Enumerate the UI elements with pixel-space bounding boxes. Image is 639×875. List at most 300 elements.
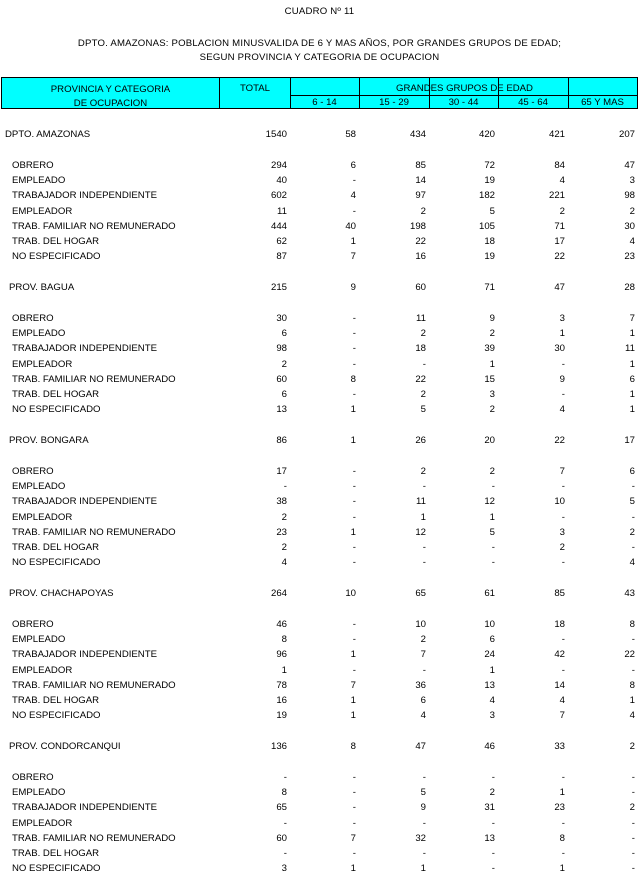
row-label: DPTO. AMAZONAS	[5, 129, 91, 140]
row-label: EMPLEADO	[12, 327, 66, 339]
cell-total: 16	[276, 695, 287, 707]
row-label: EMPLEADO	[12, 480, 66, 492]
cell-age-65-mas: 8	[629, 618, 635, 630]
cell-total: -	[283, 771, 287, 783]
cell-age-65-mas: 11	[625, 343, 635, 355]
cell-age-45-64: 30	[554, 343, 565, 355]
cell-age-30-44: -	[491, 557, 495, 569]
cell-total: -	[283, 480, 287, 492]
cell-age-65-mas: -	[631, 664, 635, 676]
cell-age-6-14: 4	[350, 190, 356, 202]
cell-age-6-14: 7	[350, 832, 356, 844]
cell-age-65-mas: 23	[624, 251, 635, 263]
row-label: TRABAJADOR INDEPENDIENTE	[12, 649, 157, 661]
cell-total: 98	[276, 343, 287, 355]
cell-age-65-mas: -	[631, 542, 635, 554]
cell-age-45-64: 71	[554, 220, 565, 232]
cell-total: 2	[281, 542, 287, 554]
cell-age-45-64: 22	[554, 251, 565, 263]
cell-age-45-64: -	[561, 480, 565, 492]
cell-age-6-14: -	[352, 205, 356, 217]
cell-age-30-44: 72	[484, 159, 495, 171]
cell-age-45-64: 3	[559, 312, 565, 324]
row-label: EMPLEADOR	[12, 358, 73, 370]
cell-age-45-64: 17	[554, 236, 565, 248]
cell-age-30-44: 3	[489, 710, 495, 722]
cell-age-15-29: 47	[415, 741, 426, 752]
cell-age-30-44: 19	[484, 251, 495, 263]
cell-age-6-14: 1	[350, 236, 356, 248]
cell-age-45-64: -	[561, 817, 565, 829]
cell-age-45-64: -	[561, 664, 565, 676]
cell-age-6-14: -	[352, 557, 356, 569]
cell-age-15-29: 2	[420, 633, 426, 645]
cell-age-15-29: 18	[415, 343, 426, 355]
cell-age-6-14: -	[352, 848, 356, 860]
province-row	[0, 587, 639, 600]
row-label: TRABAJADOR INDEPENDIENTE	[12, 190, 157, 202]
cell-age-30-44: 24	[484, 649, 495, 661]
row-label: EMPLEADOR	[12, 511, 73, 523]
cell-age-65-mas: 5	[629, 496, 635, 508]
cell-age-65-mas: 6	[629, 373, 635, 385]
cell-age-65-mas: 1	[629, 404, 635, 416]
cell-age-6-14: -	[352, 465, 356, 477]
cell-age-6-14: 1	[350, 710, 356, 722]
cell-age-30-44: 46	[484, 741, 495, 752]
row-label: PROV. BAGUA	[9, 282, 75, 293]
cell-total: 444	[270, 220, 287, 232]
cell-age-30-44: 1	[489, 664, 495, 676]
cell-age-6-14: -	[352, 327, 356, 339]
table-row	[0, 847, 639, 860]
row-label: TRAB. DEL HOGAR	[12, 848, 100, 860]
cell-age-15-29: 5	[420, 404, 426, 416]
table-row	[0, 633, 639, 646]
cell-age-6-14: -	[352, 496, 356, 508]
cell-age-15-29: 22	[415, 373, 426, 385]
cell-total: 65	[276, 802, 287, 814]
table-row	[0, 832, 639, 845]
cell-age-15-29: -	[422, 771, 426, 783]
cuadro-number: CUADRO Nº 11	[284, 6, 355, 17]
cell-age-30-44: 18	[484, 236, 495, 248]
department-row	[0, 128, 639, 141]
cell-age-65-mas: -	[631, 786, 635, 798]
province-row	[0, 740, 639, 753]
cell-age-6-14: -	[352, 771, 356, 783]
cell-age-45-64: 1	[559, 327, 565, 339]
cell-age-6-14: -	[352, 802, 356, 814]
table-row	[0, 342, 639, 355]
cell-total: 96	[276, 649, 287, 661]
cell-age-65-mas: 1	[629, 358, 635, 370]
cell-age-6-14: -	[352, 174, 356, 186]
table-row	[0, 618, 639, 631]
cell-total: 2	[281, 511, 287, 523]
cell-age-6-14: 1	[350, 695, 356, 707]
cell-age-15-29: 12	[415, 526, 426, 538]
cell-total: 602	[270, 190, 287, 202]
row-label: TRABAJADOR INDEPENDIENTE	[12, 802, 157, 814]
cell-age-6-14: 1	[350, 404, 356, 416]
province-row	[0, 281, 639, 294]
cell-age-65-mas: 207	[618, 129, 635, 140]
cell-age-45-64: 22	[554, 435, 565, 446]
row-label: TRAB. FAMILIAR NO REMUNERADO	[12, 832, 176, 844]
cell-age-6-14: 7	[350, 251, 356, 263]
cell-total: 60	[276, 832, 287, 844]
cell-age-65-mas: 4	[629, 236, 635, 248]
cell-total: 23	[276, 526, 287, 538]
cell-age-15-29: 11	[416, 312, 426, 324]
cell-age-45-64: 8	[559, 832, 565, 844]
cell-age-15-29: -	[422, 480, 426, 492]
cell-age-15-29: 16	[415, 251, 426, 263]
cell-age-65-mas: 4	[629, 710, 635, 722]
table-row	[0, 495, 639, 508]
cell-age-30-44: 2	[489, 465, 495, 477]
cell-age-6-14: -	[352, 312, 356, 324]
cell-total: 6	[281, 327, 287, 339]
cell-age-30-44: 2	[489, 327, 495, 339]
cell-total: 86	[276, 435, 287, 446]
cell-age-6-14: 10	[345, 588, 356, 599]
column-header-age-2: 30 - 44	[448, 97, 479, 108]
cell-age-6-14: 7	[350, 679, 356, 691]
cell-age-15-29: 1	[420, 511, 426, 523]
cell-age-6-14: 1	[350, 863, 356, 875]
row-label: TRAB. DEL HOGAR	[12, 389, 100, 401]
cell-age-45-64: 4	[559, 695, 565, 707]
cell-age-15-29: -	[422, 358, 426, 370]
cell-age-15-29: 14	[415, 174, 426, 186]
row-label: NO ESPECIFICADO	[12, 557, 101, 569]
cell-total: 1	[281, 664, 287, 676]
row-label: EMPLEADO	[12, 786, 66, 798]
cell-age-65-mas: 4	[629, 557, 635, 569]
cell-age-45-64: 7	[559, 710, 565, 722]
cell-age-15-29: 65	[415, 588, 426, 599]
cell-age-65-mas: -	[631, 863, 635, 875]
cell-age-65-mas: 3	[629, 174, 635, 186]
cell-age-15-29: 9	[420, 802, 426, 814]
cell-age-30-44: 420	[478, 129, 495, 140]
cell-age-65-mas: -	[631, 771, 635, 783]
row-label: OBRERO	[12, 771, 54, 783]
cell-age-45-64: 3	[559, 526, 565, 538]
cell-total: 6	[281, 389, 287, 401]
row-label: PROV. CHACHAPOYAS	[9, 588, 114, 599]
cell-age-15-29: 2	[420, 205, 426, 217]
table-row	[0, 235, 639, 248]
cell-age-6-14: 1	[350, 649, 356, 661]
cell-age-45-64: 2	[559, 542, 565, 554]
cell-age-65-mas: 2	[629, 802, 635, 814]
cell-age-15-29: 60	[415, 282, 426, 293]
row-label: EMPLEADO	[12, 633, 66, 645]
cell-age-45-64: -	[561, 358, 565, 370]
cell-total: 2	[281, 358, 287, 370]
cell-age-30-44: -	[491, 480, 495, 492]
row-label: TRAB. FAMILIAR NO REMUNERADO	[12, 679, 176, 691]
table-row	[0, 480, 639, 493]
cell-total: 17	[276, 465, 287, 477]
cell-age-15-29: 32	[415, 832, 426, 844]
row-label: TRAB. DEL HOGAR	[12, 695, 100, 707]
row-label: NO ESPECIFICADO	[12, 710, 101, 722]
cell-total: 294	[270, 159, 287, 171]
cell-total: 3	[281, 863, 287, 875]
cell-total: 78	[276, 679, 287, 691]
cell-age-6-14: -	[352, 480, 356, 492]
cell-age-6-14: -	[352, 511, 356, 523]
cell-age-65-mas: 17	[624, 435, 635, 446]
cell-age-65-mas: -	[631, 832, 635, 844]
cell-age-30-44: 61	[484, 588, 495, 599]
cell-age-6-14: 1	[350, 526, 356, 538]
cell-age-30-44: 39	[484, 343, 495, 355]
cell-age-15-29: -	[422, 542, 426, 554]
row-label: EMPLEADO	[12, 174, 66, 186]
cell-age-15-29: -	[422, 848, 426, 860]
cell-age-30-44: 182	[478, 190, 495, 202]
cell-age-45-64: 9	[559, 373, 565, 385]
cell-age-15-29: 198	[409, 220, 426, 232]
cell-age-45-64: 18	[554, 618, 565, 630]
cell-age-6-14: -	[352, 542, 356, 554]
cell-age-15-29: 4	[420, 710, 426, 722]
table-row	[0, 771, 639, 784]
table-row	[0, 174, 639, 187]
table-row	[0, 511, 639, 524]
table-row	[0, 556, 639, 569]
cell-age-6-14: 8	[350, 741, 356, 752]
cell-age-65-mas: 98	[624, 190, 635, 202]
cell-age-6-14: 58	[345, 129, 356, 140]
table-row	[0, 664, 639, 677]
cell-age-15-29: 2	[420, 389, 426, 401]
cell-age-6-14: -	[352, 343, 356, 355]
cell-age-30-44: 6	[489, 633, 495, 645]
cell-age-45-64: 33	[554, 741, 565, 752]
cell-age-30-44: 31	[484, 802, 495, 814]
cell-total: 136	[270, 741, 287, 752]
cell-age-30-44: 2	[489, 786, 495, 798]
row-label: EMPLEADOR	[12, 205, 73, 217]
cell-total: 19	[276, 710, 287, 722]
table-header	[1, 77, 638, 109]
cell-total: 11	[277, 205, 287, 217]
cell-age-45-64: 23	[554, 802, 565, 814]
cell-age-15-29: -	[422, 817, 426, 829]
cell-age-45-64: 7	[559, 465, 565, 477]
cell-age-45-64: 4	[559, 174, 565, 186]
cell-age-15-29: -	[422, 664, 426, 676]
cell-age-15-29: 5	[420, 786, 426, 798]
cell-age-30-44: 12	[484, 496, 495, 508]
cell-total: 1540	[265, 129, 287, 140]
cell-age-6-14: -	[352, 633, 356, 645]
cell-age-30-44: 13	[484, 679, 495, 691]
cell-age-6-14: 1	[350, 435, 356, 446]
table-row	[0, 679, 639, 692]
row-label: OBRERO	[12, 312, 54, 324]
table-row	[0, 786, 639, 799]
cell-age-6-14: -	[352, 618, 356, 630]
table-row	[0, 220, 639, 233]
table-row	[0, 327, 639, 340]
table-row	[0, 250, 639, 263]
table-row	[0, 862, 639, 875]
table-row	[0, 817, 639, 830]
cell-age-45-64: 2	[559, 205, 565, 217]
cell-total: 8	[281, 786, 287, 798]
cell-age-45-64: 1	[559, 786, 565, 798]
cell-age-45-64: 47	[554, 282, 565, 293]
cell-age-45-64: 85	[554, 588, 565, 599]
cell-age-15-29: 10	[415, 618, 426, 630]
table-row	[0, 694, 639, 707]
table-row	[0, 312, 639, 325]
column-header-provincia	[2, 83, 219, 111]
cell-age-6-14: -	[352, 817, 356, 829]
cell-age-30-44: -	[491, 542, 495, 554]
cell-age-45-64: 42	[554, 649, 565, 661]
row-label: EMPLEADOR	[12, 664, 73, 676]
cell-age-15-29: 2	[420, 327, 426, 339]
table-row	[0, 159, 639, 172]
cell-age-45-64: -	[561, 511, 565, 523]
row-label: TRAB. DEL HOGAR	[12, 542, 100, 554]
cell-total: 30	[276, 312, 287, 324]
cell-age-30-44: 1	[489, 511, 495, 523]
table-row	[0, 709, 639, 722]
cell-age-30-44: 9	[489, 312, 495, 324]
cell-age-6-14: 40	[345, 220, 356, 232]
table-title: DPTO. AMAZONAS: POBLACION MINUSVALIDA DE 6 Y MAS AÑOS, POR GRANDES GRUPOS DE EDAD;	[77, 38, 562, 49]
cell-age-65-mas: 2	[629, 741, 635, 752]
row-label: TRAB. FAMILIAR NO REMUNERADO	[12, 526, 176, 538]
cell-total: 62	[276, 236, 287, 248]
cell-age-6-14: -	[352, 786, 356, 798]
cell-age-65-mas: 47	[624, 159, 635, 171]
cell-age-65-mas: 2	[629, 526, 635, 538]
cell-age-6-14: 6	[350, 159, 356, 171]
column-header-age-groups: GRANDES GRUPOS DE EDAD	[395, 83, 533, 94]
cell-age-30-44: 71	[484, 282, 495, 293]
cell-total: 215	[270, 282, 287, 293]
cell-total: 8	[281, 633, 287, 645]
row-label: OBRERO	[12, 159, 54, 171]
row-label: OBRERO	[12, 465, 54, 477]
column-header-total: TOTAL	[239, 83, 271, 94]
cell-age-65-mas: 1	[629, 327, 635, 339]
cell-age-45-64: -	[561, 848, 565, 860]
cell-age-30-44: 15	[484, 373, 495, 385]
cell-age-6-14: 9	[350, 282, 356, 293]
cell-age-65-mas: 8	[629, 679, 635, 691]
cell-age-30-44: 13	[484, 832, 495, 844]
cell-age-45-64: 4	[559, 404, 565, 416]
cell-total: 4	[281, 557, 287, 569]
column-header-provincia-line1: PROVINCIA Y CATEGORIA	[50, 84, 171, 95]
table-row	[0, 541, 639, 554]
cell-age-45-64: -	[561, 633, 565, 645]
cell-age-45-64: 10	[554, 496, 565, 508]
row-label: NO ESPECIFICADO	[12, 863, 101, 875]
row-label: TRABAJADOR INDEPENDIENTE	[12, 496, 157, 508]
cell-age-65-mas: 28	[624, 282, 635, 293]
row-label: NO ESPECIFICADO	[12, 251, 101, 263]
table-subtitle: SEGUN PROVINCIA Y CATEGORIA DE OCUPACION	[199, 52, 440, 63]
row-label: TRAB. FAMILIAR NO REMUNERADO	[12, 373, 176, 385]
cell-age-6-14: -	[352, 389, 356, 401]
row-label: TRAB. DEL HOGAR	[12, 236, 100, 248]
cell-age-65-mas: -	[631, 633, 635, 645]
table-row	[0, 465, 639, 478]
cell-age-65-mas: 1	[629, 389, 635, 401]
cell-age-30-44: 10	[484, 618, 495, 630]
cell-age-45-64: 221	[548, 190, 565, 202]
cell-age-45-64: 1	[559, 863, 565, 875]
cell-age-30-44: 20	[484, 435, 495, 446]
table-row	[0, 205, 639, 218]
cell-age-15-29: 85	[415, 159, 426, 171]
cell-age-30-44: 3	[489, 389, 495, 401]
cell-total: 87	[276, 251, 287, 263]
cell-age-45-64: -	[561, 389, 565, 401]
cell-total: 264	[270, 588, 287, 599]
column-header-age-3: 45 - 64	[518, 97, 548, 108]
table-row	[0, 388, 639, 401]
cell-age-30-44: -	[491, 863, 495, 875]
cell-age-15-29: 97	[415, 190, 426, 202]
cell-age-15-29: 6	[420, 695, 426, 707]
cell-age-15-29: 2	[420, 465, 426, 477]
cell-age-30-44: -	[491, 817, 495, 829]
cell-age-15-29: 434	[409, 129, 426, 140]
table-row	[0, 526, 639, 539]
column-header-provincia-line2: DE OCUPACION	[73, 98, 148, 109]
cell-age-45-64: 421	[548, 129, 565, 140]
cell-age-15-29: 11	[416, 496, 426, 508]
cell-total: 46	[276, 618, 287, 630]
cell-age-30-44: -	[491, 848, 495, 860]
cell-total: 60	[276, 373, 287, 385]
cell-age-65-mas: -	[631, 817, 635, 829]
cell-age-45-64: 14	[554, 679, 565, 691]
cell-age-30-44: -	[491, 771, 495, 783]
cell-age-30-44: 5	[489, 205, 495, 217]
cell-age-65-mas: 1	[629, 695, 635, 707]
cell-age-6-14: 8	[350, 373, 356, 385]
cell-age-65-mas: 7	[629, 312, 635, 324]
row-label: NO ESPECIFICADO	[12, 404, 101, 416]
cell-age-30-44: 4	[489, 695, 495, 707]
table-row	[0, 358, 639, 371]
row-label: TRAB. FAMILIAR NO REMUNERADO	[12, 220, 176, 232]
cell-age-15-29: 1	[420, 863, 426, 875]
cell-age-30-44: 19	[484, 174, 495, 186]
column-header-age-1: 15 - 29	[379, 97, 409, 108]
table-row	[0, 801, 639, 814]
cell-total: -	[283, 848, 287, 860]
table-row	[0, 373, 639, 386]
cell-age-65-mas: 6	[629, 465, 635, 477]
cell-age-65-mas: 43	[624, 588, 635, 599]
cell-total: -	[283, 817, 287, 829]
